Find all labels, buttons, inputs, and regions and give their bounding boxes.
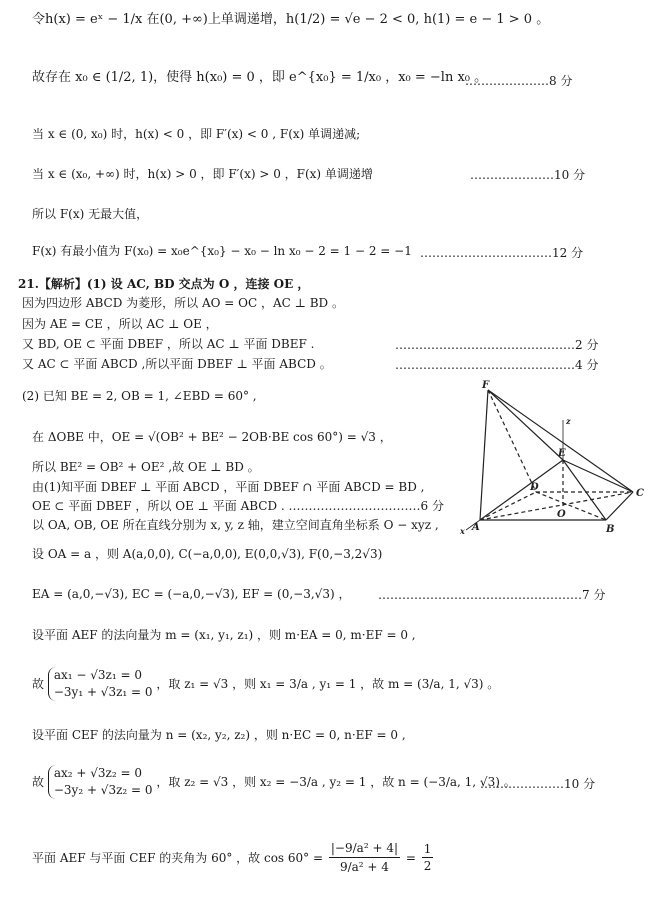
label-A: A [472, 522, 480, 533]
text-line-20: 设平面 AEF 的法向量为 m = (x₁, y₁, z₁) ，则 m·EA = 0, m·EF = 0 , [32, 628, 416, 642]
system-1-line: 故 ax₁ − √3z₁ = 0 −3y₁ + √3z₁ = 0 ，取 z₁ = √3 ，则 x₁ = 3/a , y₁ = 1 ，故 m = (3/a, 1, √3) 。 [32, 667, 500, 699]
text-line-18: 设 OA = a ，则 A(a,0,0), C(−a,0,0), E(0,0,√3), F(0,−3,2√3) [32, 547, 383, 561]
text-line-6: F(x) 有最小值为 F(x₀) = x₀e^{x₀} − x₀ − ln x₀ − 2 = 1 − 2 = −1 [32, 244, 412, 258]
label-O: O [557, 509, 566, 520]
half-fraction: $\frac{1}{2}$ [423, 842, 432, 873]
edge-FA [480, 390, 488, 520]
text-line-10: 又 BD, OE ⊂ 平面 DBEF ，所以 AC ⊥ 平面 DBEF . [22, 337, 315, 351]
score-mark-2: ………………………………………2 分 [395, 338, 599, 352]
text-line-3: 当 x ∈ (0, x₀) 时，h(x) < 0 ，即 F′(x) < 0 , F(x) 单调递减; [32, 127, 361, 141]
text-line-12: (2) 已知 BE = 2, OB = 1, ∠EBD = 60° , [22, 389, 257, 403]
score-mark-7: ……………………………………………7 分 [378, 588, 606, 602]
label-B: B [606, 524, 615, 535]
edge-EC [563, 460, 633, 492]
edge-AE [480, 460, 563, 520]
text-line-11: 又 AC ⊂ 平面 ABCD ,所以平面 DBEF ⊥ 平面 ABCD 。 [22, 357, 332, 371]
cos-fraction: $\frac{\text{|−9/a² + 4|}}{\text{9/a² + 4}}$ [330, 841, 398, 874]
label-C: C [636, 488, 644, 499]
text-line-13: 在 ΔOBE 中，OE = √(OB² + BE² − 2OB·BE cos 60°) = √3 ， [32, 430, 392, 444]
pyramid-figure [458, 380, 648, 540]
edge-BC [606, 492, 633, 520]
score-mark-10a: …………………10 分 [470, 168, 586, 182]
text-line-5: 所以 F(x) 无最大值， [32, 207, 149, 221]
text-line-19: EA = (a,0,−√3), EC = (−a,0,−√3), EF = (0,−3,√3) ， [32, 587, 351, 601]
text-line-8: 因为四边形 ABCD 为菱形，所以 AO = OC ，AC ⊥ BD 。 [22, 296, 344, 310]
label-E: E [558, 448, 566, 459]
edge-FD [488, 390, 536, 492]
text-line-21: 设平面 CEF 的法向量为 n = (x₂, y₂, z₂) ，则 n·EC = 0, n·EF = 0 , [32, 728, 406, 742]
text-line-15: 由(1)知平面 DBEF ⊥ 平面 ABCD ，平面 DBEF ∩ 平面 ABCD = BD , [32, 480, 425, 494]
text-line-1: 令h(x) = eˣ − 1/x 在(0, +∞)上单调递增，h(1/2) = √e − 2 < 0, h(1) = e − 1 > 0 。 [32, 12, 550, 27]
problem-21-heading: 21.【解析】(1) 设 AC, BD 交点为 O ，连接 OE ， [18, 277, 310, 291]
edge-FE [488, 390, 563, 460]
text-line-16: OE ⊂ 平面 DBEF ，所以 OE ⊥ 平面 ABCD . ……………………………6 分 [32, 499, 444, 513]
text-line-14: 所以 BE² = OB² + OE² ,故 OE ⊥ BD 。 [32, 460, 260, 474]
label-z: z [566, 416, 571, 426]
final-line: 平面 AEF 与平面 CEF 的夹角为 60° ，故 cos 60° = $\frac{\text{|−9/a² + 4|}}{\text{9/a² + 4}}$ = $\frac{1}{2}$ [32, 841, 432, 874]
label-x: x [460, 526, 465, 536]
text-line-9: 因为 AE = CE ，所以 AC ⊥ OE ， [22, 317, 218, 331]
text-line-4: 当 x ∈ (x₀, +∞) 时，h(x) > 0 ，即 F′(x) > 0 ，F(x) 单调递增 [32, 167, 373, 181]
score-mark-8: …………………8 分 [465, 74, 573, 88]
score-mark-4: ………………………………………4 分 [395, 358, 599, 372]
text-line-17: 以 OA, OB, OE 所在直线分别为 x, y, z 轴，建立空间直角坐标系 O − xyz , [32, 518, 439, 532]
score-mark-10b: …………………10 分 [480, 777, 596, 791]
edge-FC [488, 390, 633, 492]
system-2-line: 故 ax₂ + √3z₂ = 0 −3y₂ + √3z₂ = 0 ，取 z₂ = √3 ，则 x₂ = −3/a , y₂ = 1 ，故 n = (−3/a, 1, √3) 。 [32, 765, 516, 797]
text-line-2: 故存在 x₀ ∈ (1/2, 1)，使得 h(x₀) = 0 ，即 e^{x₀} = 1/x₀ ，x₀ = −ln x₀ 。 [32, 70, 488, 85]
label-F: F [482, 380, 490, 391]
equation-system-1: ax₁ − √3z₁ = 0 −3y₁ + √3z₁ = 0 [48, 667, 153, 701]
score-mark-12: ……………………………12 分 [420, 246, 584, 260]
equation-system-2: ax₂ + √3z₂ = 0 −3y₂ + √3z₂ = 0 [48, 765, 153, 799]
edge-AD [480, 492, 536, 520]
label-D: D [530, 482, 539, 493]
